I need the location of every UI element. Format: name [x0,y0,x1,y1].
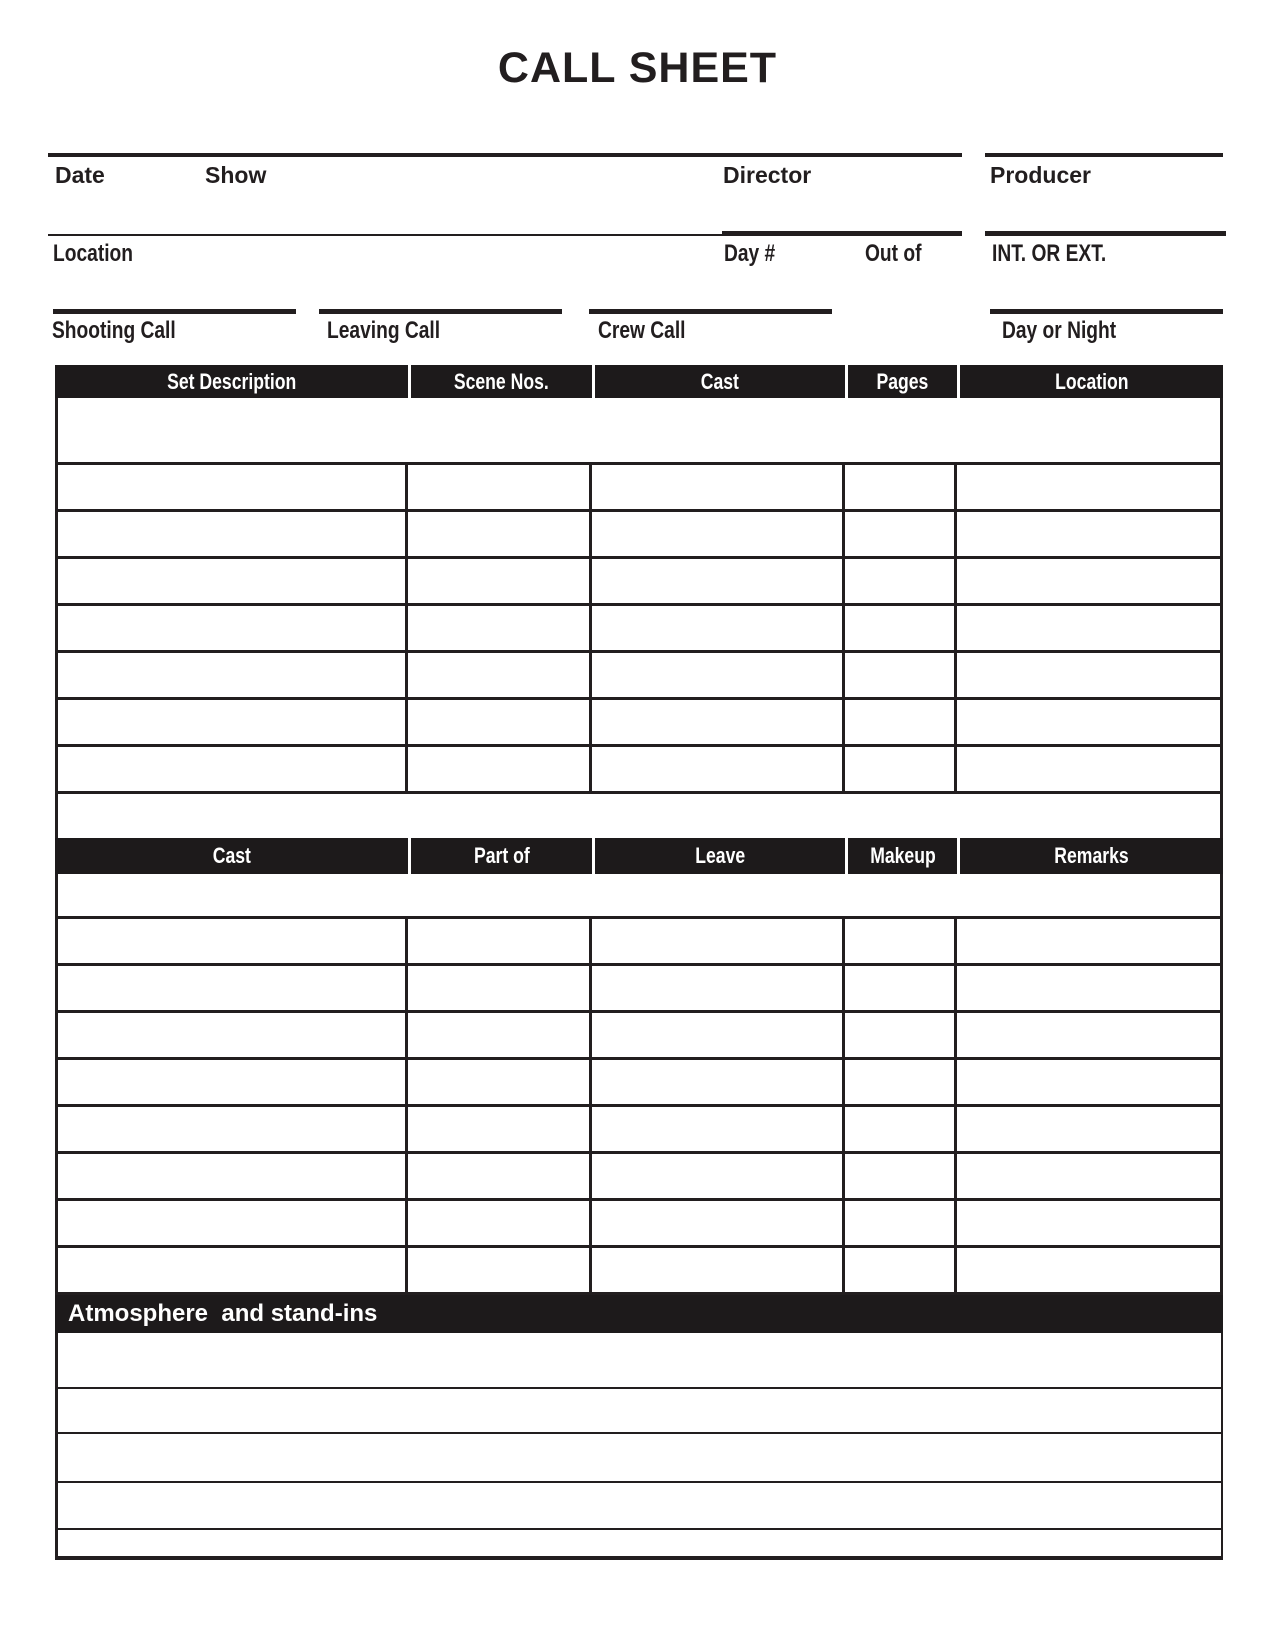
cast-table-row [58,1107,1220,1154]
cast-table-row [58,1060,1220,1107]
cast-name-cell[interactable] [58,1107,408,1151]
atmosphere-blank-line[interactable] [58,1434,1221,1483]
leave-cell[interactable] [592,1060,845,1104]
cast-table-row [58,1248,1220,1295]
remarks-cell[interactable] [957,1201,1220,1245]
cast-header: Cast [592,365,845,398]
field-line-producer [985,153,1223,157]
set-description-cell[interactable] [58,606,408,650]
pages-cell[interactable] [845,606,957,650]
leave-cell[interactable] [592,966,845,1010]
field-line-location [48,234,722,236]
location-cell[interactable] [957,465,1220,509]
between-tables-spacer [55,794,1223,838]
location-header: Location [957,365,1223,398]
scene-nos-cell[interactable] [408,653,592,697]
scene-nos-header: Scene Nos. [408,365,592,398]
cast-cell[interactable] [592,747,845,791]
pages-cell[interactable] [845,700,957,744]
cast-cell[interactable] [592,465,845,509]
cast-name-cell[interactable] [58,966,408,1010]
scene-table [55,365,1223,794]
cast-name-header: Cast [212,843,251,868]
cast-name-cell[interactable] [58,1201,408,1245]
set-description-cell[interactable] [58,747,408,791]
date-label: Date [55,162,105,188]
makeup-cell[interactable] [845,919,957,963]
field-line-crew-call [589,309,832,314]
cast-table-row [58,966,1220,1013]
atmosphere-blank-line[interactable] [58,1389,1221,1434]
pages-cell[interactable] [845,512,957,556]
scene-nos-cell[interactable] [408,606,592,650]
scene-nos-cell[interactable] [408,747,592,791]
remarks-cell[interactable] [957,919,1220,963]
page-title: CALL SHEET [497,44,778,92]
location-cell[interactable] [957,700,1220,744]
part-of-cell[interactable] [408,1060,592,1104]
set-description-cell[interactable] [58,700,408,744]
atmosphere-label: Atmosphere and stand-ins [68,1300,378,1327]
leave-cell[interactable] [592,1013,845,1057]
makeup-cell[interactable] [845,1248,957,1292]
cast-cell[interactable] [592,606,845,650]
cast-table-row [58,919,1220,966]
part-of-cell[interactable] [408,966,592,1010]
cast-table-header [55,838,1223,874]
leave-cell[interactable] [592,1248,845,1292]
part-of-cell[interactable] [408,1154,592,1198]
atmosphere-blank-line[interactable] [58,1333,1221,1389]
pages-cell[interactable] [845,747,957,791]
location-cell[interactable] [957,653,1220,697]
day-number-label: Day # [724,240,776,267]
makeup-header: Makeup [845,838,957,874]
cast-name-cell[interactable] [58,1013,408,1057]
remarks-cell[interactable] [957,1248,1220,1292]
atmosphere-lines [55,1333,1223,1560]
atmosphere-bar [55,1295,1223,1333]
part-of-cell[interactable] [408,919,592,963]
scene-table-spacer-row [55,398,1223,462]
crew-call-label: Crew Call [598,317,686,344]
leave-header: Leave [592,838,845,874]
cast-table-row [58,1013,1220,1060]
scene-table-row [58,700,1220,747]
location-cell[interactable] [957,559,1220,603]
scene-table-header [55,365,1223,398]
set-description-cell[interactable] [58,512,408,556]
makeup-cell[interactable] [845,1060,957,1104]
leave-cell[interactable] [592,1154,845,1198]
cast-name-cell[interactable] [58,1060,408,1104]
field-line-day-out [722,231,962,236]
part-of-cell[interactable] [408,1201,592,1245]
makeup-cell[interactable] [845,1013,957,1057]
remarks-cell[interactable] [957,1154,1220,1198]
field-line-leaving-call [319,309,562,314]
director-label: Director [723,162,812,188]
field-line-date-show-director [48,153,962,157]
pages-cell[interactable] [845,653,957,697]
cast-table-body [55,916,1223,1295]
cast-cell[interactable] [592,559,845,603]
cast-table [55,838,1223,1295]
remarks-cell[interactable] [957,1107,1220,1151]
scene-nos-cell[interactable] [408,559,592,603]
part-of-cell[interactable] [408,1013,592,1057]
cast-cell[interactable] [592,700,845,744]
pages-header: Pages [845,365,957,398]
set-description-cell[interactable] [58,559,408,603]
leaving-call-label: Leaving Call [327,317,441,344]
scene-table-row [58,747,1220,794]
field-line-int-ext [985,231,1226,236]
cast-name-cell[interactable] [58,919,408,963]
int-or-ext-label: INT. OR EXT. [992,240,1107,267]
scene-table-row [58,512,1220,559]
cast-table-row [58,1201,1220,1248]
producer-label: Producer [990,162,1091,188]
shooting-call-label: Shooting Call [52,317,176,344]
scene-table-row [58,559,1220,606]
cast-cell[interactable] [592,653,845,697]
scene-nos-cell[interactable] [408,512,592,556]
leave-cell[interactable] [592,1107,845,1151]
part-of-cell[interactable] [408,1248,592,1292]
makeup-cell[interactable] [845,1154,957,1198]
cast-name-cell[interactable] [58,1154,408,1198]
scene-nos-cell[interactable] [408,700,592,744]
scene-nos-cell[interactable] [408,465,592,509]
field-line-shooting-call [53,309,296,314]
remarks-cell[interactable] [957,1013,1220,1057]
scene-table-body [55,462,1223,794]
atmosphere-blank-line[interactable] [58,1530,1221,1556]
remarks-cell[interactable] [957,966,1220,1010]
set-description-cell[interactable] [58,465,408,509]
makeup-cell[interactable] [845,1201,957,1245]
cast-cell[interactable] [592,512,845,556]
cast-table-row [58,1154,1220,1201]
part-of-cell[interactable] [408,1107,592,1151]
pages-cell[interactable] [845,559,957,603]
remarks-cell[interactable] [957,1060,1220,1104]
cast-table-spacer-row [55,874,1223,916]
scene-table-row [58,653,1220,700]
show-label: Show [205,162,267,188]
pages-cell[interactable] [845,465,957,509]
atmosphere-blank-line[interactable] [58,1483,1221,1530]
location-label: Location [53,240,133,267]
scene-table-row [58,465,1220,512]
out-of-label: Out of [865,240,922,267]
makeup-cell[interactable] [845,966,957,1010]
leave-cell[interactable] [592,919,845,963]
part-of-header: Part of [408,838,592,874]
location-cell[interactable] [957,512,1220,556]
set-description-header: Set Description [166,368,297,394]
leave-cell[interactable] [592,1201,845,1245]
remarks-header: Remarks [957,838,1223,874]
day-or-night-label: Day or Night [1002,317,1117,344]
field-line-day-or-night [990,309,1223,314]
scene-table-row [58,606,1220,653]
location-cell[interactable] [957,747,1220,791]
cast-name-cell[interactable] [58,1248,408,1292]
location-cell[interactable] [957,606,1220,650]
set-description-cell[interactable] [58,653,408,697]
makeup-cell[interactable] [845,1107,957,1151]
